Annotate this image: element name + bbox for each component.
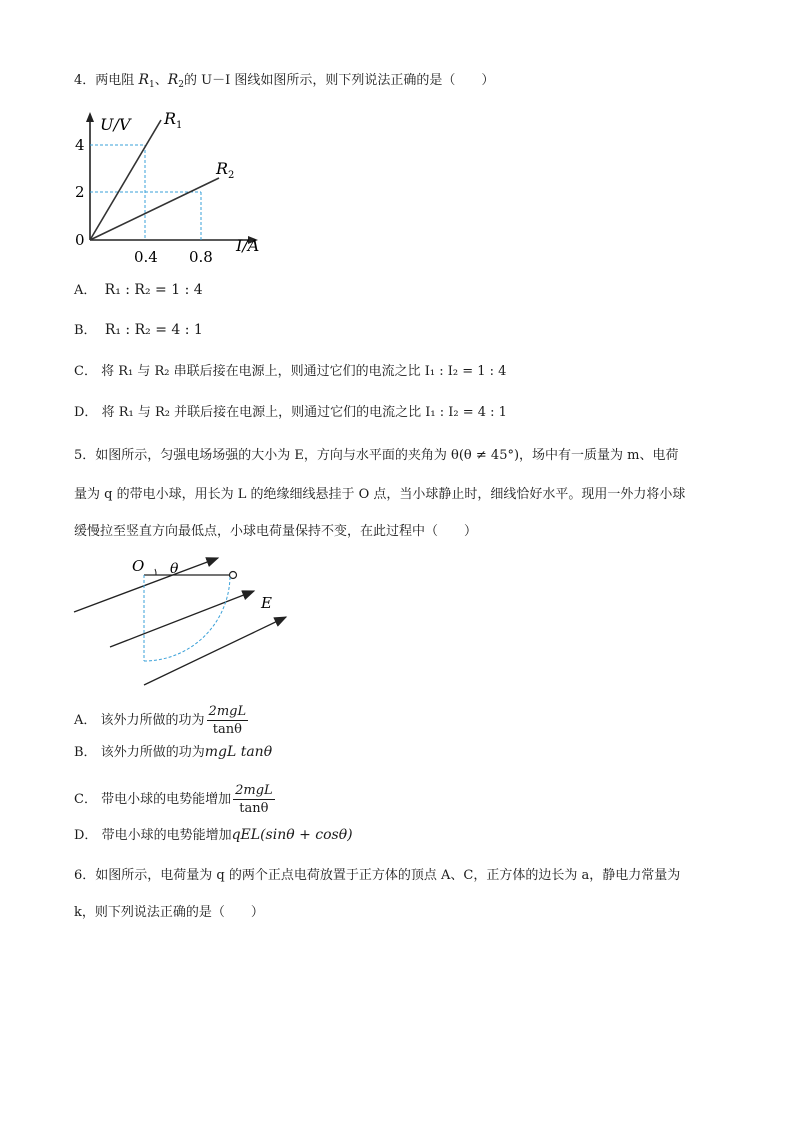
- theta-label: θ: [170, 561, 179, 577]
- fraction: $\frac{\text{2mgL}}{\tan\theta}$: [235, 783, 273, 816]
- q4-option-a[interactable]: A． R₁ : R₂ = 1 : 4: [74, 282, 203, 298]
- q6-stem-line2: k，则下列说法正确的是（ ）: [74, 905, 264, 920]
- y-tick-2: 2: [75, 183, 85, 201]
- ball: [230, 572, 237, 579]
- q4-stem: 4．两电阻 $R_1$、$R_2$的 U－I 图线如图所示，则下列说法正确的是（ ）: [74, 72, 495, 90]
- q4-option-d[interactable]: D． 将 R₁ 与 R₂ 并联后接在电源上，则通过它们的电流之比 I₁ : I₂ = 4 : 1: [74, 405, 507, 420]
- q5-option-c[interactable]: C． 带电小球的电势能增加 $\frac{\text{2mgL}}{\tan\theta}$: [74, 783, 273, 816]
- origin-label: 0: [75, 231, 85, 249]
- q5-option-a[interactable]: A． 该外力所做的功为 $\frac{\text{2mgL}}{\tan\theta}$: [74, 704, 247, 737]
- q6-stem-line1: 6．如图所示，电荷量为 q 的两个正点电荷放置于正方体的顶点 A、C，正方体的边长为 a，静电力常量为: [74, 868, 681, 883]
- field-line-2: [110, 591, 254, 647]
- fraction: $\frac{\text{2mgL}}{\tan\theta}$: [208, 704, 247, 737]
- o-label: O: [132, 557, 145, 575]
- q5-stem-line2: 量为 q 的带电小球，用长为 L 的绝缘细线悬挂于 O 点，当小球静止时，细线恰好水平。现用一外力将小球: [74, 487, 686, 502]
- r2-label: $R_2$: [216, 159, 235, 181]
- y-tick-4: 4: [75, 136, 85, 154]
- r2-line: [90, 178, 219, 240]
- arc-dash: [144, 577, 230, 661]
- e-label: E: [261, 594, 272, 612]
- r1-label: $R_1$: [164, 109, 183, 131]
- x-tick-0.4: 0.4: [134, 248, 158, 266]
- field-line-1: [74, 558, 218, 612]
- field-figure: [70, 555, 300, 695]
- y-axis-label: U/V: [100, 115, 131, 134]
- q5-option-d[interactable]: D． 带电小球的电势能增加qEL(sinθ + cosθ): [74, 827, 353, 843]
- q5-stem-line3: 缓慢拉至竖直方向最低点，小球电荷量保持不变，在此过程中（ ）: [74, 524, 478, 539]
- ui-graph: [70, 108, 280, 268]
- y-axis-arrow: [86, 112, 94, 122]
- q5-option-b[interactable]: B． 该外力所做的功为mgL tanθ: [74, 744, 273, 760]
- x-axis-label: I/A: [236, 236, 260, 255]
- q4-option-c[interactable]: C． 将 R₁ 与 R₂ 串联后接在电源上，则通过它们的电流之比 I₁ : I₂ = 1 : 4: [74, 364, 507, 379]
- theta-arc: [155, 569, 156, 575]
- q5-stem-line1: 5．如图所示，匀强电场场强的大小为 E，方向与水平面的夹角为 θ(θ ≠ 45°)，场中有一质量为 m、电荷: [74, 448, 679, 463]
- q4-option-b[interactable]: B． R₁ : R₂ = 4 : 1: [74, 322, 203, 338]
- x-tick-0.8: 0.8: [189, 248, 213, 266]
- r1-line: [90, 120, 161, 240]
- field-line-3: [144, 617, 286, 685]
